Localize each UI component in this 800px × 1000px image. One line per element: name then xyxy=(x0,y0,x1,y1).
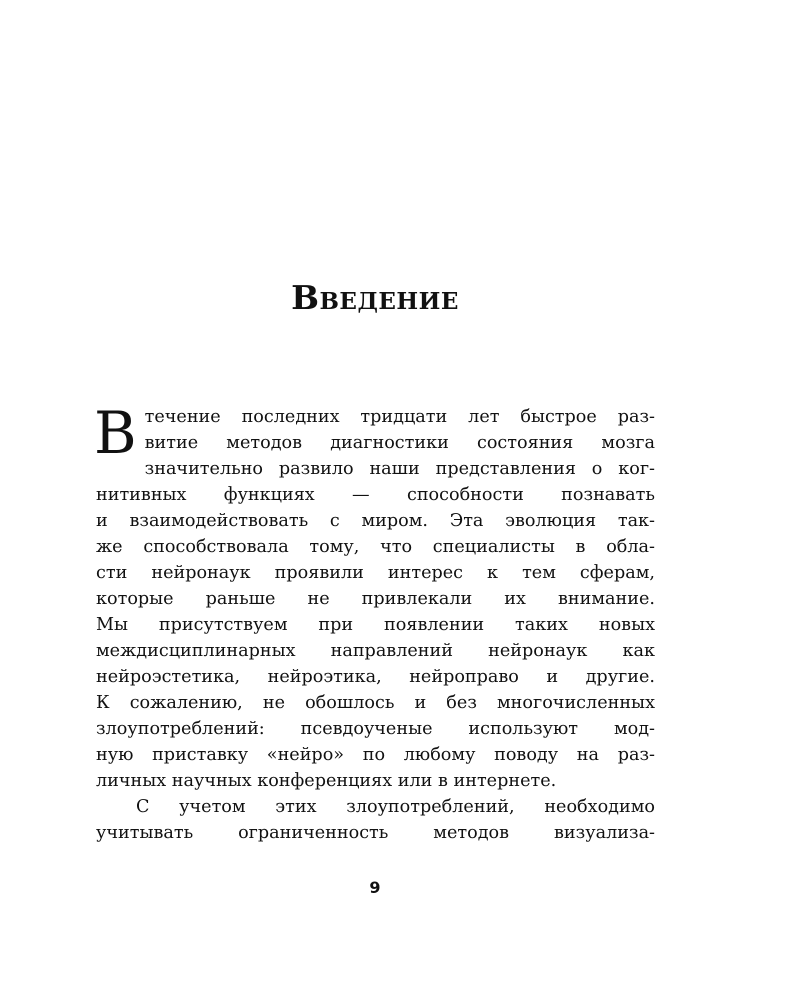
text-line: ную приставку «нейро» по любому поводу на раз- xyxy=(96,745,655,765)
body-text xyxy=(94,399,655,846)
text-line: К сожалению, не обошлось и без многочисленных xyxy=(96,693,655,713)
page-number: 9 xyxy=(369,878,381,897)
paragraph-2 xyxy=(96,794,655,846)
text-line: и взаимодействовать с миром. Эта эволюция так- xyxy=(96,511,655,531)
text-line: нитивных функциях — способности познавать xyxy=(96,485,655,505)
text-line: злоупотреблений: псевдоученые используют мод- xyxy=(96,719,655,739)
text-line: С учетом этих злоупотреблений, необходимо xyxy=(136,797,655,817)
text-line: витие методов диагностики состояния мозга xyxy=(144,433,655,453)
text-line: же способствовала тому, что специалисты в обла- xyxy=(96,537,655,557)
text-line: значительно развило наши представления о ког- xyxy=(144,459,655,479)
drop-cap: В xyxy=(94,399,137,467)
text-line: личных научных конференциях или в интернете. xyxy=(96,771,557,791)
text-line: нейроэстетика, нейроэтика, нейроправо и другие. xyxy=(96,667,655,687)
text-line: учитывать ограниченность методов визуализа- xyxy=(96,823,655,843)
text-line: междисциплинарных направлений нейронаук как xyxy=(96,641,655,661)
text-line: течение последних тридцати лет быстрое раз- xyxy=(144,407,655,427)
text-line: которые раньше не привлекали их внимание. xyxy=(96,589,655,609)
text-line: Мы присутствуем при появлении таких новых xyxy=(96,615,655,635)
paragraph-1 xyxy=(94,399,655,794)
chapter-title: Введение xyxy=(291,278,459,317)
text-line: сти нейронаук проявили интерес к тем сферам, xyxy=(96,563,655,583)
